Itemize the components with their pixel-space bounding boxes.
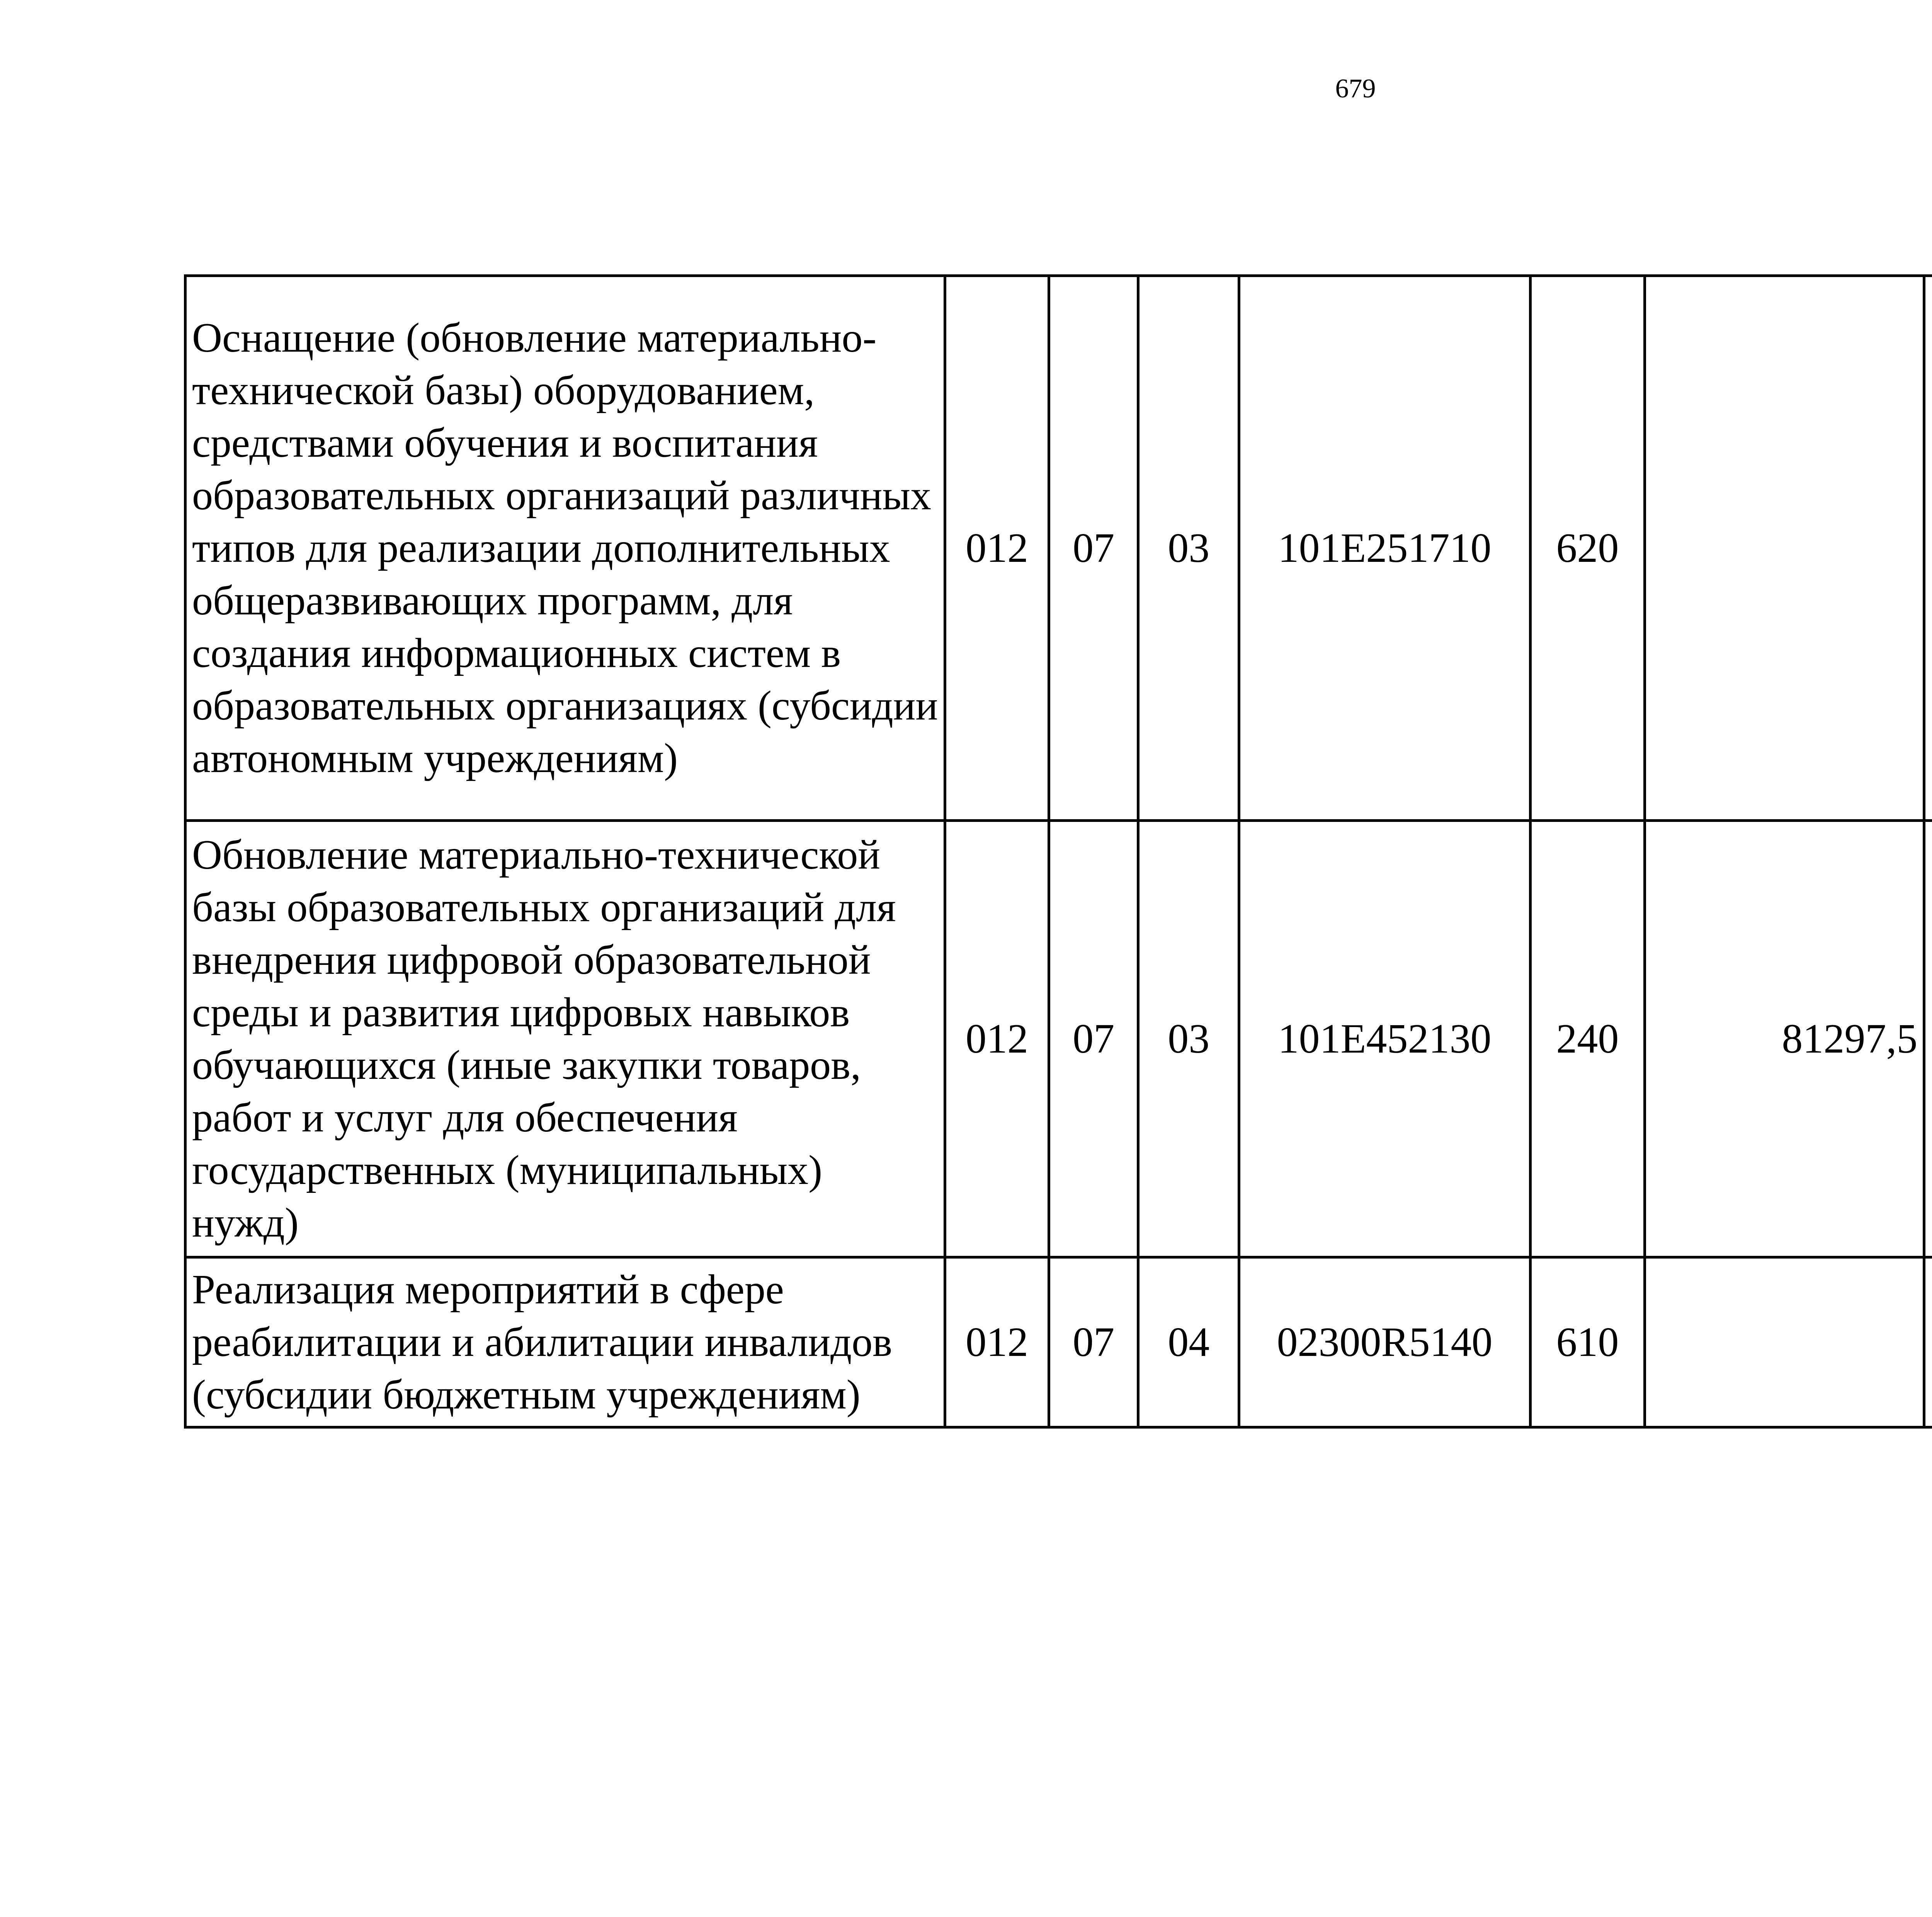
table-row — [185, 821, 1932, 1257]
budget-table — [184, 274, 1932, 1429]
table-row — [185, 1257, 1932, 1427]
amount-year-1 — [1645, 1257, 1924, 1427]
target-article-code: 101E452130 — [1239, 821, 1530, 1257]
expense-name: Обновление материально-технической базы образовательных организаций для внедрения цифровой образовательной среды и развития цифровых навыков обучающихся (иные закупки товаров, работ и услуг для обеспечения государственных (муниципальных) нужд) — [185, 821, 945, 1257]
amount-year-2 — [1924, 1257, 1932, 1427]
expense-type-code: 610 — [1530, 1257, 1645, 1427]
ministry-code: 012 — [945, 1257, 1049, 1427]
expense-type-code: 240 — [1530, 821, 1645, 1257]
page-number: 679 — [1335, 74, 1376, 104]
expense-name: Реализация мероприятий в сфере реабилитации и абилитации инвалидов (субсидии бюджетным учреждениям) — [185, 1257, 945, 1427]
subsection-code: 04 — [1138, 1257, 1239, 1427]
amount-year-1: 81297,5 — [1645, 821, 1924, 1257]
section-code: 07 — [1049, 276, 1138, 821]
target-article-code: 101E251710 — [1239, 276, 1530, 821]
ministry-code: 012 — [945, 821, 1049, 1257]
section-code: 07 — [1049, 821, 1138, 1257]
expense-type-code: 620 — [1530, 276, 1645, 821]
ministry-code: 012 — [945, 276, 1049, 821]
amount-year-2 — [1924, 276, 1932, 821]
target-article-code: 02300R5140 — [1239, 1257, 1530, 1427]
expense-name: Оснащение (обновление материально-технической базы) оборудованием, средствами обучения и воспитания образовательных организаций различных типов для реализации дополнительных общеразвивающих программ, для создания информационных систем в образовательных организациях (субсидии автономным учреждениям) — [185, 276, 945, 821]
subsection-code: 03 — [1138, 821, 1239, 1257]
subsection-code: 03 — [1138, 276, 1239, 821]
section-code: 07 — [1049, 1257, 1138, 1427]
table-row — [185, 276, 1932, 821]
amount-year-2 — [1924, 821, 1932, 1257]
amount-year-1 — [1645, 276, 1924, 821]
